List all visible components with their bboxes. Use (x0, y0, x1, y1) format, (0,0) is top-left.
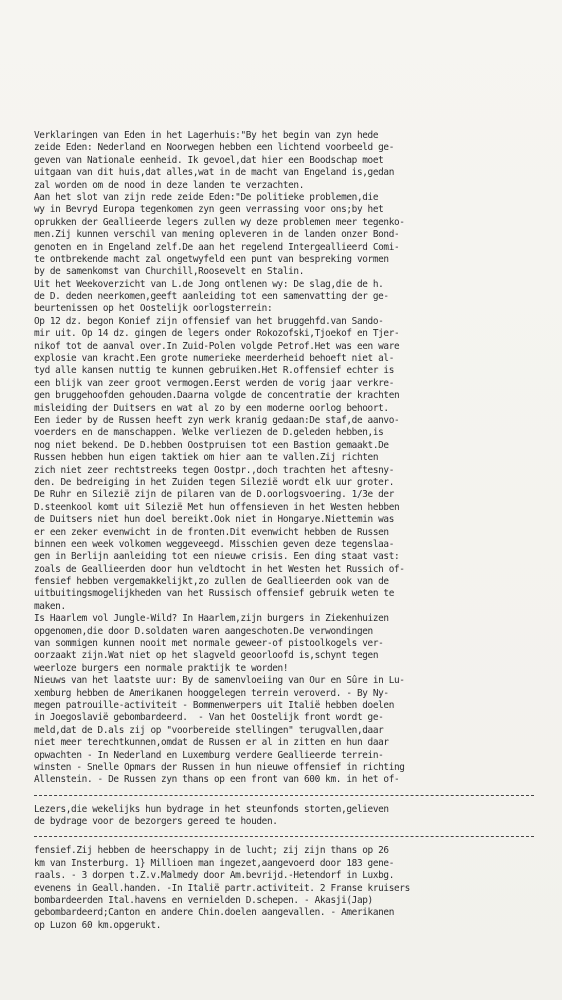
text-line: zoals de Geallieerden door hun veldtocht in het Westen het Russich of- (34, 563, 405, 575)
continuation-line: evenens in Geall.handen. -In Italië partr.activiteit. 2 Franse kruisers (34, 882, 410, 894)
continuation-line: km van Insterburg. 1} Millioen man ingezet,aangevoerd door 183 gene- (34, 857, 395, 869)
text-line: uitbuitingsmogelijkheden van het Russisch offensief gebruik weten te (34, 588, 395, 600)
dashed-separator-bottom (34, 836, 534, 837)
text-line: uitgaan van dit huis,dat alles,wat in de macht van Engeland is,gedan (34, 167, 395, 179)
text-line: men.Zij kunnen verschil van mening opleveren in de landen onzer Bond- (34, 229, 400, 241)
text-line: weerloze burgers een normale praktijk te worden! (34, 662, 289, 674)
page-body (34, 130, 544, 932)
text-line: in Joegoslavië gebombardeerd. - Van het Oostelijk front wordt ge- (34, 712, 384, 724)
text-line: Verklaringen van Eden in het Lagerhuis:"By het begin van zyn hede (34, 130, 379, 141)
text-line: te ontbrekende macht zal ongetwyfeld een punt van bespreking vormen (34, 253, 389, 265)
text-line: Allenstein. - De Russen zyn thans op een front van 600 km. in het of- (34, 774, 400, 786)
notice-block (34, 804, 544, 829)
notice-line: Lezers,die wekelijks hun bydrage in het steunfonds storten,gelieven (34, 803, 389, 815)
text-line: Aan het slot van zijn rede zeide Eden:"De politieke problemen,die (34, 191, 379, 203)
text-line: De Ruhr en Silezië zijn de pilaren van de D.oorlogsvoering. 1/3e der (34, 489, 395, 501)
text-line: zal worden om de nood in deze landen te verzachten. (34, 179, 305, 191)
continuation-line: raals. - 3 dorpen t.Z.v.Malmedy door Am.bevrijd.-Hetendorf in Luxbg. (34, 870, 395, 882)
text-line: niet meer terechtkunnen,omdat de Russen er al in zitten en hun daar (34, 737, 389, 749)
text-line: fensief hebben vergemakkelijkt,zo zullen de Geallieerden ook van de (34, 576, 389, 588)
text-line: Op 12 dz. begon Konief zijn offensief van het bruggehfd.van Sando- (34, 315, 384, 327)
text-line: beurtenissen op het Oostelijk oorlogsterrein: (34, 303, 273, 315)
main-text-block (34, 130, 544, 787)
text-line: wy in Bevryd Europa tegenkomen zyn geen verrassing voor ons;by het (34, 204, 384, 216)
text-line: gen in Berlijn aanleiding tot een nieuwe crisis. Een ding staat vast: (34, 551, 400, 563)
text-line: de Duitsers niet hun doel bereikt.Ook niet in Hongarye.Niettemin was (34, 514, 395, 526)
text-line: oorzaakt zijn.Wat niet op het slagveld geoorloofd is,schynt tegen (34, 650, 379, 662)
continuation-line: bombardeerden Ital.havens en vernielden D.schepen. - Akasji(Jap) (34, 895, 373, 907)
continuation-block (34, 845, 544, 932)
text-line: winsten - Snelle Opmars der Russen in hun nieuwe offensief in richting (34, 761, 405, 773)
text-line: den. De bedreiging in het Zuiden tegen Silezië wordt elk uur groter. (34, 476, 395, 488)
text-line: er een zeker evenwicht in de fronten.Dit evenwicht hebben de Russen (34, 526, 389, 538)
text-line: Nieuws van het laatste uur: By de samenvloeiing van Our en Sûre in Lu- (34, 675, 405, 687)
text-line: nikof tot de aanval over.In Zuid-Polen volgde Petrof.Het was een ware (34, 340, 400, 352)
text-line: genoten en in Engeland zelf.De aan het regelend Intergeallieerd Comi- (34, 241, 400, 253)
text-line: megen patrouille-activiteit - Bommenwerpers uit Italië hebben doelen (34, 699, 395, 711)
dashed-separator-top (34, 795, 534, 796)
text-line: een blijk van zeer groot vermogen.Eerst werden de vorig jaar verkre- (34, 377, 395, 389)
continuation-line: gebombardeerd;Canton en andere Chin.doelen aangevallen. - Amerikanen (34, 907, 395, 919)
text-line: Russen hebben hun eigen taktiek om hier aan te vallen.Zij richten (34, 452, 379, 464)
text-line: explosie van kracht.Een grote numerieke meerderheid behoeft niet al- (34, 353, 395, 365)
text-line: zeide Eden: Nederland en Noorwegen hebben een lichtend voorbeeld ge- (34, 142, 395, 154)
text-line: opwachten - In Nederland en Luxemburg verdere Geallieerde terrein- (34, 749, 384, 761)
text-line: de D. deden neerkomen,geeft aanleiding tot een samenvatting der ge- (34, 291, 389, 303)
text-line: Is Haarlem vol Jungle-Wild? In Haarlem,zijn burgers in Ziekenhuizen (34, 613, 389, 625)
text-line: voerders en de manschappen. Welke verliezen de D.geleden hebben,is (34, 427, 384, 439)
text-line: meld,dat de D.als zij op "voorbereide stellingen" terugvallen,daar (34, 724, 384, 736)
text-line: binnen een week volkomen weggeveegd. Misschien geven deze tegenslaa- (34, 538, 395, 550)
text-line: Uit het Weekoverzicht van L.de Jong ontlenen wy: De slag,die de h. (34, 278, 384, 290)
continuation-line: fensief.Zij hebben de heerschappy in de lucht; zij zijn thans op 26 (34, 845, 389, 857)
continuation-line: op Luzon 60 km.opgerukt. (34, 919, 162, 931)
text-line: misleiding der Duitsers en wat al zo by een moderne oorlog behoort. (34, 402, 389, 414)
text-line: zich niet zeer rechtstreeks tegen Oostpr.,doch trachten het aftesny- (34, 464, 395, 476)
text-line: nog niet bekend. De D.hebben Oostpruisen tot een Bastion gemaakt.De (34, 439, 389, 451)
text-line: oprukken der Geallieerde legers zullen wy deze problemen meer tegenko- (34, 216, 405, 228)
text-line: gen bruggehoofden gehouden.Daarna volgde de concentratie der krachten (34, 390, 400, 402)
text-line: van sommigen kunnen nooit met normale geweer-of pistoolkogels ver- (34, 638, 384, 650)
text-line: by de samenkomst van Churchill,Roosevelt en Stalin. (34, 266, 305, 278)
text-line: opgenomen,die door D.soldaten waren aangeschoten.De verwondingen (34, 625, 373, 637)
notice-line: de bydrage voor de bezorgers gereed te houden. (34, 816, 278, 828)
text-line: xemburg hebben de Amerikanen hooggelegen terrein veroverd. - By Ny- (34, 687, 389, 699)
text-line: Een ieder by de Russen heeft zyn werk kranig gedaan:De staf,de aanvo- (34, 414, 400, 426)
text-line: D.steenkool komt uit Silezië Met hun offensieven in het Westen hebben (34, 501, 400, 513)
text-line: tyd alle kansen nuttig te kunnen gebruiken.Het R.offensief echter is (34, 365, 395, 377)
text-line: maken. (34, 600, 66, 612)
text-line: geven van Nationale eenheid. Ik gevoel,dat hier een Boodschap moet (34, 154, 384, 166)
text-line: mir uit. Op 14 dz. gingen de legers onder Rokozofski,Tjoekof en Tjer- (34, 328, 400, 340)
